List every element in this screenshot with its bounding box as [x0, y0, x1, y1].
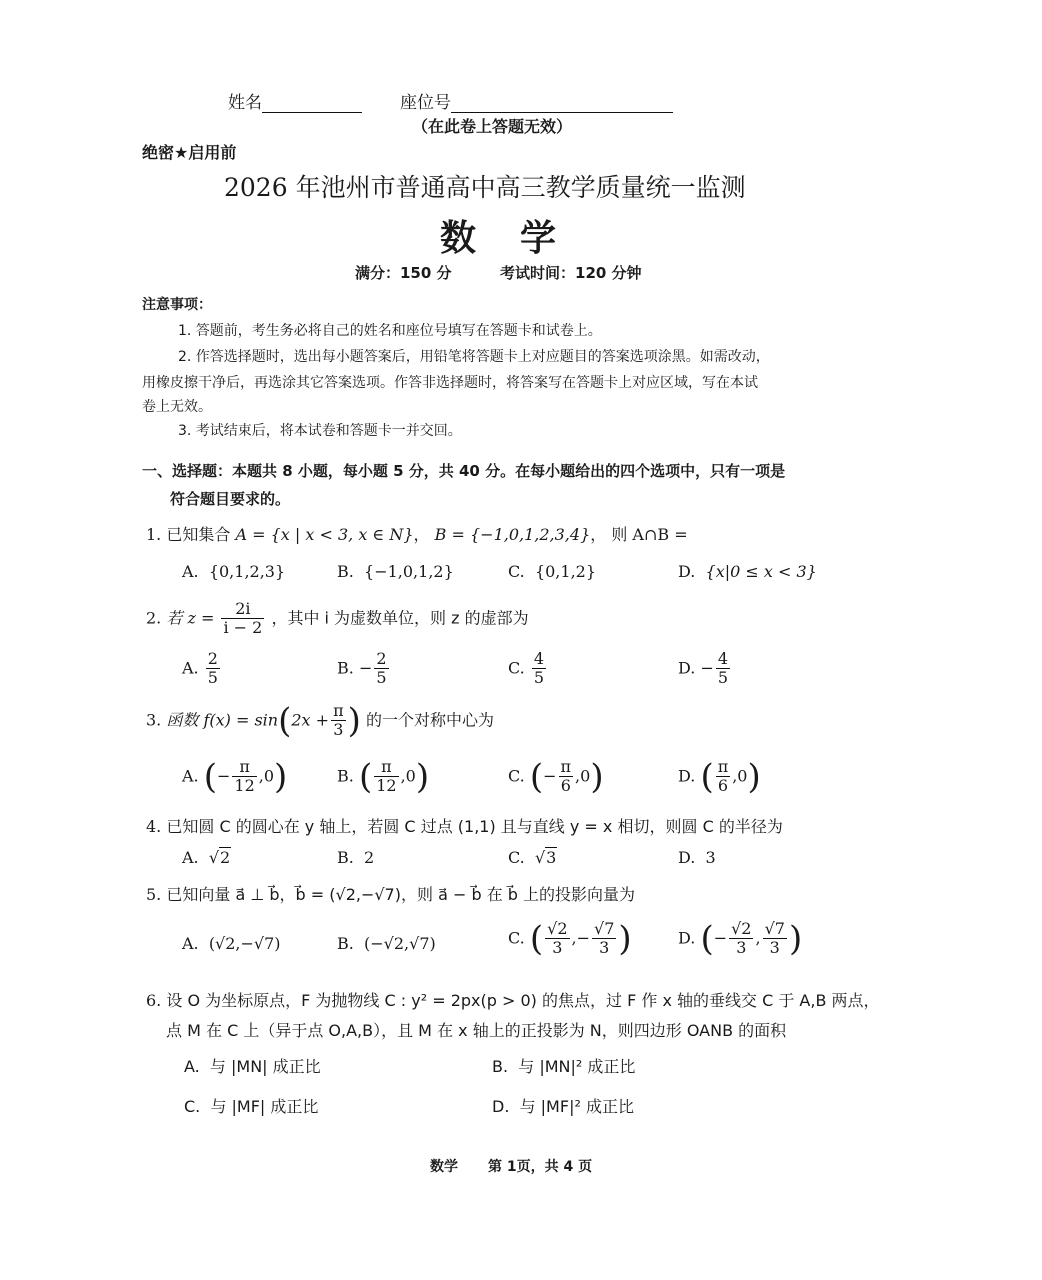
q4-b-label: B.	[337, 848, 354, 867]
notice-item-3: 3. 考试结束后，将本试卷和答题卡一并交回。	[178, 423, 462, 439]
q3-option-a: A. (− $\frac{\pi}{12}$ ,0)	[182, 756, 288, 797]
q5-c-num-1: √2	[547, 919, 568, 938]
q3-c-num: π	[560, 757, 572, 776]
q4-c-text: 3	[546, 848, 557, 867]
q3-option-d: D. ( $\frac{\pi}{6}$ ,0)	[678, 756, 761, 797]
q2-option-c	[508, 650, 548, 688]
q2-suffix: ，其中 i 为虚数单位，则 z 的虚部为	[271, 608, 529, 628]
q5-b-label: B.	[337, 934, 354, 953]
q3-d-num: π	[717, 757, 729, 776]
q3-c-tail: ,0	[575, 766, 591, 786]
q1-b-text: {−1,0,1,2}	[364, 562, 454, 581]
q5-d-frac-1	[729, 920, 753, 958]
q5-d-frac-2	[763, 920, 787, 958]
q1-prefix: 已知集合	[166, 525, 231, 544]
q6-c-label: C.	[184, 1097, 201, 1116]
q1-set-b: B = {−1,0,1,2,3,4}	[434, 525, 591, 544]
q2-c-frac	[532, 650, 546, 688]
q2-c-num: 4	[533, 649, 545, 668]
question-1-stem: 1. 已知集合 A = {x | x < 3, x ∈ N}， B = {−1,0,1,2,3,4}， 则 A∩B =	[146, 525, 688, 544]
q3-b-tail: ,0	[400, 766, 416, 786]
q5-option-b	[337, 934, 436, 953]
question-6-stem	[146, 988, 880, 1011]
q2-c-den: 5	[533, 668, 545, 688]
q3-b-label: B.	[337, 766, 354, 786]
q6-number: 6.	[146, 991, 162, 1010]
q3-option-c: C. (− $\frac{\pi}{6}$ ,0)	[508, 756, 604, 797]
q6-line-2: 点 M 在 C 上（异于点 O,A,B），且 M 在 x 轴上的正投影为 N，则四边形 OANB 的面积	[166, 1021, 787, 1040]
q5-a-label: A.	[182, 934, 199, 953]
q3-inner: 2x +	[291, 710, 330, 730]
notice-title: 注意事项：	[142, 297, 212, 313]
q5-d-den-1: 3	[736, 938, 747, 958]
q2-b-sign: −	[358, 658, 373, 678]
notice-item-2: 2. 作答选择题时，选出每小题答案后，用铅笔将答题卡上对应题目的答案选项涂黑。如需改动，	[178, 349, 770, 365]
q5-c-label: C.	[508, 928, 525, 948]
footer-page: 第 1页，共 4 页	[488, 1159, 593, 1175]
q2-a-num: 2	[207, 649, 218, 668]
q3-d-tail: ,0	[732, 766, 748, 786]
section-1-heading: 一、选择题：本题共 8 小题，每小题 5 分，共 40 分。在每小题给出的四个选项中，只有一项是	[142, 462, 786, 480]
q6-option-d	[492, 1094, 634, 1117]
notice-item-2-cont: 用橡皮擦干净后，再选涂其它答案选项。作答非选择题时，将答案写在答题卡上对应区域，写在本试	[142, 375, 758, 391]
name-blank	[262, 112, 362, 113]
q2-b-num: 2	[376, 649, 387, 668]
q5-c-frac-2	[592, 920, 616, 958]
q3-a-frac	[232, 758, 256, 796]
q5-d-num-1: √2	[731, 919, 752, 938]
q4-option-b	[337, 848, 374, 867]
q2-option-b	[337, 650, 391, 688]
q5-b-text: (−√2,√7)	[364, 934, 436, 953]
q6-b-text: 与 |MN|² 成正比	[518, 1057, 636, 1076]
q6-line-1: 设 O 为坐标原点，F 为抛物线 C : y² = 2px(p > 0) 的焦点，过 F 作 x 轴的垂线交 C 于 A,B 两点，	[166, 991, 880, 1010]
q1-number: 1.	[146, 525, 162, 544]
q5-option-d: D. (− $\frac{√2}{3}$ , $\frac{√7}{3}$ )	[678, 918, 803, 959]
q5-a-text: (√2,−√7)	[208, 934, 281, 953]
q4-a-text: 2	[220, 848, 231, 867]
q3-a-den: 12	[234, 776, 255, 796]
exam-time: 考试时间：120 分钟	[500, 264, 642, 282]
footer-subject: 数学	[430, 1159, 458, 1175]
q1-a-label: A.	[182, 562, 199, 581]
seat-field	[400, 88, 673, 113]
q5-option-c: C. ( $\frac{√2}{3}$ ,− $\frac{√7}{3}$ )	[508, 918, 632, 959]
q4-option-a: A. √2	[182, 848, 231, 867]
q6-option-a	[184, 1054, 321, 1077]
q2-frac-num: 2i	[221, 600, 264, 619]
q5-c-num-2: √7	[594, 919, 615, 938]
q5-c-den-1: 3	[552, 938, 563, 958]
notice-item-2-end: 卷上无效。	[142, 399, 212, 415]
q3-fraction	[331, 702, 346, 740]
q6-a-text: 与 |MN| 成正比	[209, 1057, 321, 1076]
q4-option-d	[678, 848, 716, 867]
q2-number: 2.	[146, 608, 162, 628]
q2-a-label: A.	[182, 658, 199, 678]
q4-d-text: 3	[705, 848, 716, 867]
q2-option-d	[678, 650, 732, 688]
q2-prefix: 若 z =	[166, 608, 215, 628]
q2-a-den: 5	[207, 668, 218, 688]
q3-a-sign: −	[217, 766, 231, 786]
q3-b-num: π	[374, 758, 398, 777]
q4-text: 已知圆 C 的圆心在 y 轴上，若圆 C 过点 (1,1) 且与直线 y = x 相切，则圆 C 的半径为	[166, 817, 783, 836]
question-5-stem	[146, 882, 635, 905]
q3-c-label: C.	[508, 766, 525, 786]
q4-c-label: C.	[508, 848, 525, 867]
q1-a-text: {0,1,2,3}	[208, 562, 286, 581]
q3-a-num: π	[232, 758, 256, 777]
q3-d-label: D.	[678, 766, 696, 786]
q3-b-den: 12	[376, 776, 397, 796]
q4-number: 4.	[146, 817, 162, 836]
q3-a-label: A.	[182, 766, 199, 786]
invalid-note: （在此卷上答题无效）	[412, 117, 573, 136]
question-3-stem: 3. 函数 f(x) = sin(2x + $\frac{\pi}{3}$ ) 的一个对称中心为	[146, 700, 494, 741]
question-2-stem	[146, 600, 529, 638]
q5-d-den-2: 3	[769, 938, 780, 958]
q1-set-a: A = {x | x < 3, x ∈ N}	[235, 525, 414, 544]
q2-d-sign: −	[700, 658, 714, 678]
q5-d-sign: −	[713, 928, 728, 948]
q3-frac-num: π	[333, 701, 344, 720]
q6-c-text: 与 |MF| 成正比	[210, 1097, 319, 1116]
name-label: 姓名	[228, 93, 262, 113]
q4-option-c: C. √3	[508, 848, 557, 867]
q2-d-num: 4	[717, 649, 729, 668]
q6-option-c	[184, 1094, 318, 1117]
q5-d-num-2: √7	[764, 919, 785, 938]
seat-label: 座位号	[400, 93, 451, 113]
q1-b-label: B.	[337, 562, 354, 581]
q6-d-label: D.	[492, 1097, 510, 1116]
q5-option-a	[182, 934, 281, 953]
q2-b-label: B.	[337, 658, 354, 678]
notice-item-1: 1. 答题前，考生务必将自己的姓名和座位号填写在答题卡和试卷上。	[178, 323, 602, 339]
q3-suffix: 的一个对称中心为	[365, 710, 494, 730]
q1-c-label: C.	[508, 562, 525, 581]
full-score: 满分：150 分	[355, 264, 452, 282]
q1-option-a	[182, 562, 285, 581]
q6-d-text: 与 |MF|² 成正比	[519, 1097, 634, 1116]
q3-b-frac	[374, 758, 398, 796]
q3-d-frac	[716, 758, 731, 796]
q6-b-label: B.	[492, 1057, 509, 1076]
q2-b-den: 5	[376, 668, 387, 688]
q4-b-text: 2	[364, 848, 375, 867]
q3-a-tail: ,0	[258, 766, 275, 786]
q6-option-b	[492, 1054, 635, 1077]
q2-frac-den: i − 2	[223, 618, 263, 638]
q2-a-frac	[206, 650, 220, 688]
q1-d-text: {x|0 ≤ x < 3}	[705, 562, 817, 581]
q4-d-label: D.	[678, 848, 696, 867]
question-4-stem	[146, 814, 783, 837]
q2-d-label: D.	[678, 658, 696, 678]
q1-suffix: 则 A∩B =	[611, 525, 688, 544]
q5-c-frac-1	[545, 920, 569, 958]
q2-d-frac	[716, 650, 730, 688]
q3-c-den: 6	[560, 776, 571, 796]
q5-d-mid: ,	[755, 928, 761, 948]
q1-option-b	[337, 562, 454, 581]
q2-d-den: 5	[717, 668, 729, 688]
q3-prefix: 函数 f(x) = sin	[166, 710, 279, 730]
q5-d-label: D.	[678, 928, 696, 948]
q3-d-den: 6	[717, 776, 729, 796]
q3-frac-den: 3	[333, 720, 344, 740]
q3-c-sign: −	[543, 766, 557, 786]
q1-option-c	[508, 562, 596, 581]
seat-blank	[451, 112, 673, 113]
q3-number: 3.	[146, 710, 162, 730]
q3-c-frac	[559, 758, 574, 796]
q1-option-d	[678, 562, 817, 581]
q5-number: 5.	[146, 885, 162, 904]
exam-title: 2026 年池州市普通高中高三教学质量统一监测	[224, 173, 746, 202]
q5-c-den-2: 3	[599, 938, 610, 958]
name-field	[228, 88, 362, 113]
section-1-heading-cont: 符合题目要求的。	[170, 490, 291, 508]
q2-fraction	[221, 600, 264, 638]
q2-c-label: C.	[508, 658, 525, 678]
q1-d-label: D.	[678, 562, 696, 581]
secret-label: 绝密★启用前	[142, 143, 237, 162]
subject-title: 数 学	[440, 218, 561, 259]
q5-c-mid: ,−	[571, 928, 590, 948]
q5-text: 已知向量 a⃗ ⊥ b⃗，b⃗ = (√2,−√7)，则 a⃗ − b⃗ 在 b⃗ 上的投影向量为	[166, 885, 636, 904]
q3-option-b: B. ( $\frac{\pi}{12}$ ,0)	[337, 756, 430, 797]
q6-a-label: A.	[184, 1057, 200, 1076]
q2-option-a	[182, 650, 222, 688]
q2-b-frac	[374, 650, 388, 688]
q4-a-label: A.	[182, 848, 199, 867]
q1-c-text: {0,1,2}	[534, 562, 597, 581]
